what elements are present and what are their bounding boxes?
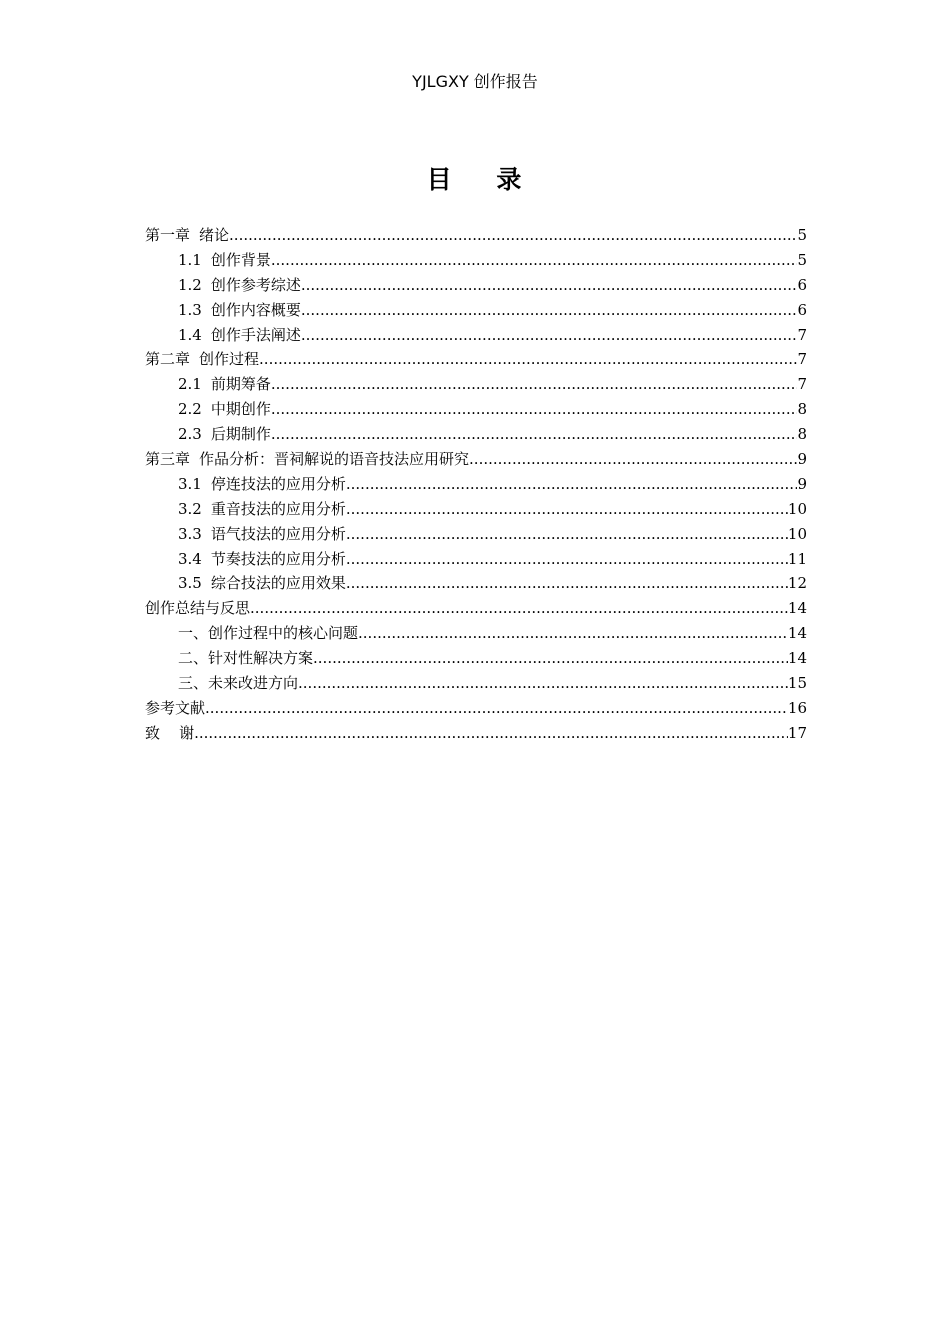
toc-entry[interactable] xyxy=(145,372,807,397)
toc-entry[interactable] xyxy=(145,621,807,646)
toc-entry-title xyxy=(178,372,271,397)
toc-title: 目 录 xyxy=(426,165,524,194)
toc-entry-label: 停连技法的应用分析 xyxy=(210,474,346,493)
toc-entry-page: 8 xyxy=(797,425,807,444)
toc-entry-page: 16 xyxy=(787,698,807,717)
toc-dot-leader xyxy=(194,721,788,746)
toc-entry-title xyxy=(178,646,313,671)
toc-entry-title xyxy=(145,696,205,721)
toc-entry-page: 8 xyxy=(797,400,807,419)
table-of-contents xyxy=(145,223,807,746)
toc-entry-page: 6 xyxy=(797,275,807,294)
toc-entry[interactable] xyxy=(145,298,807,323)
toc-entry[interactable] xyxy=(145,447,807,472)
toc-entry-number: 3.2 xyxy=(178,499,202,518)
toc-entry-page: 10 xyxy=(787,499,807,518)
toc-entry[interactable] xyxy=(145,422,807,447)
toc-entry[interactable] xyxy=(145,323,807,348)
toc-dot-leader xyxy=(301,323,798,348)
toc-entry-title xyxy=(145,721,194,746)
toc-dot-leader xyxy=(250,596,788,621)
toc-entry-page: 10 xyxy=(787,524,807,543)
toc-entry[interactable] xyxy=(145,397,807,422)
toc-dot-leader xyxy=(313,646,788,671)
toc-entry[interactable] xyxy=(145,671,807,696)
toc-entry-title xyxy=(178,571,346,596)
toc-dot-leader xyxy=(259,347,797,372)
toc-entry-page: 7 xyxy=(797,350,807,369)
toc-entry-page: 7 xyxy=(797,375,807,394)
toc-entry-label: 创作背景 xyxy=(210,250,271,269)
toc-entry-page: 7 xyxy=(797,325,807,344)
toc-entry[interactable] xyxy=(145,497,807,522)
toc-entry-number: 1.4 xyxy=(178,325,202,344)
toc-entry-number: 1.2 xyxy=(178,275,202,294)
toc-entry-page: 5 xyxy=(797,226,807,244)
toc-entry-label: 重音技法的应用分析 xyxy=(210,499,346,518)
toc-entry-title xyxy=(178,547,346,572)
toc-entry[interactable] xyxy=(145,522,807,547)
toc-entry[interactable] xyxy=(145,721,807,746)
toc-entry[interactable] xyxy=(145,248,807,273)
toc-dot-leader xyxy=(271,397,798,422)
toc-entry-title xyxy=(178,422,271,447)
toc-dot-leader xyxy=(346,547,788,572)
toc-entry-title xyxy=(178,397,271,422)
toc-entry-title xyxy=(145,223,229,248)
toc-dot-leader xyxy=(346,472,798,497)
page-header: YJLGXY 创作报告 xyxy=(412,72,538,91)
toc-entry[interactable] xyxy=(145,347,807,372)
toc-entry-label: 创作内容概要 xyxy=(210,300,301,319)
toc-entry-title xyxy=(178,671,298,696)
toc-entry-title xyxy=(178,273,301,298)
toc-entry-label: 绪论 xyxy=(199,226,230,244)
toc-entry-title xyxy=(178,248,271,273)
toc-entry-title xyxy=(178,621,358,646)
toc-entry-page: 14 xyxy=(787,649,807,668)
toc-entry-number: 1.1 xyxy=(178,250,202,269)
toc-entry-label: 后期制作 xyxy=(210,425,271,444)
toc-dot-leader xyxy=(271,422,798,447)
toc-entry-label: 作品分析：晋祠解说的语音技法应用研究 xyxy=(199,450,470,469)
toc-entry-page: 14 xyxy=(787,599,807,618)
toc-dot-leader xyxy=(346,497,788,522)
toc-entry-title xyxy=(145,447,469,472)
toc-entry-number: 3.3 xyxy=(178,524,202,543)
toc-dot-leader xyxy=(301,298,798,323)
toc-entry-title xyxy=(178,522,346,547)
toc-entry-page: 5 xyxy=(797,250,807,269)
toc-entry-page: 12 xyxy=(787,574,807,593)
toc-entry-title xyxy=(178,298,301,323)
toc-entry-label: 前期筹备 xyxy=(210,375,271,394)
toc-entry-label: 致 谢 xyxy=(145,723,195,742)
toc-entry-number: 3.1 xyxy=(178,474,202,493)
toc-dot-leader xyxy=(301,273,798,298)
toc-entry-page: 15 xyxy=(787,674,807,693)
toc-entry-title xyxy=(145,347,259,372)
toc-dot-leader xyxy=(205,696,788,721)
toc-entry-label: 参考文献 xyxy=(145,698,206,717)
toc-entry-label: 中期创作 xyxy=(210,400,271,419)
toc-entry-number: 1.3 xyxy=(178,300,202,319)
toc-entry-number: 第二章 xyxy=(145,350,191,369)
toc-entry-number: 2.2 xyxy=(178,400,202,419)
toc-entry-number: 第三章 xyxy=(145,450,191,469)
toc-dot-leader xyxy=(229,223,797,248)
toc-dot-leader xyxy=(469,447,797,472)
toc-entry[interactable] xyxy=(145,547,807,572)
toc-entry-page: 17 xyxy=(787,723,807,742)
toc-dot-leader xyxy=(346,522,788,547)
toc-dot-leader xyxy=(298,671,788,696)
toc-entry-page: 6 xyxy=(797,300,807,319)
toc-dot-leader xyxy=(271,372,798,397)
toc-entry-label: 创作参考综述 xyxy=(210,275,301,294)
toc-entry-title xyxy=(178,323,301,348)
toc-entry[interactable] xyxy=(145,571,807,596)
toc-dot-leader xyxy=(358,621,788,646)
toc-entry-title xyxy=(178,497,346,522)
toc-entry-number: 2.3 xyxy=(178,425,202,444)
toc-entry-label: 节奏技法的应用分析 xyxy=(210,549,346,568)
toc-entry-title xyxy=(145,596,250,621)
toc-entry-label: 三、未来改进方向 xyxy=(178,674,299,693)
toc-entry-label: 创作手法阐述 xyxy=(210,325,301,344)
toc-dot-leader xyxy=(271,248,798,273)
toc-entry-label: 综合技法的应用效果 xyxy=(210,574,346,593)
toc-entry-number: 3.5 xyxy=(178,574,202,593)
toc-entry-label: 创作过程 xyxy=(199,350,260,369)
toc-entry-page: 9 xyxy=(797,474,807,493)
toc-entry-label: 一、创作过程中的核心问题 xyxy=(178,624,359,643)
toc-entry-title xyxy=(178,472,346,497)
toc-entry[interactable] xyxy=(145,646,807,671)
toc-entry-label: 语气技法的应用分析 xyxy=(210,524,346,543)
toc-entry[interactable] xyxy=(145,472,807,497)
toc-entry[interactable] xyxy=(145,223,807,248)
toc-entry-number: 2.1 xyxy=(178,375,202,394)
toc-entry[interactable] xyxy=(145,596,807,621)
toc-dot-leader xyxy=(346,571,788,596)
toc-entry-page: 11 xyxy=(787,549,807,568)
toc-entry-number: 3.4 xyxy=(178,549,202,568)
toc-entry-label: 二、针对性解决方案 xyxy=(178,649,314,668)
toc-entry[interactable] xyxy=(145,273,807,298)
toc-entry-label: 创作总结与反思 xyxy=(145,599,251,618)
toc-entry-page: 9 xyxy=(797,450,807,469)
toc-entry-number: 第一章 xyxy=(145,226,191,244)
toc-entry[interactable] xyxy=(145,696,807,721)
toc-entry-page: 14 xyxy=(787,624,807,643)
